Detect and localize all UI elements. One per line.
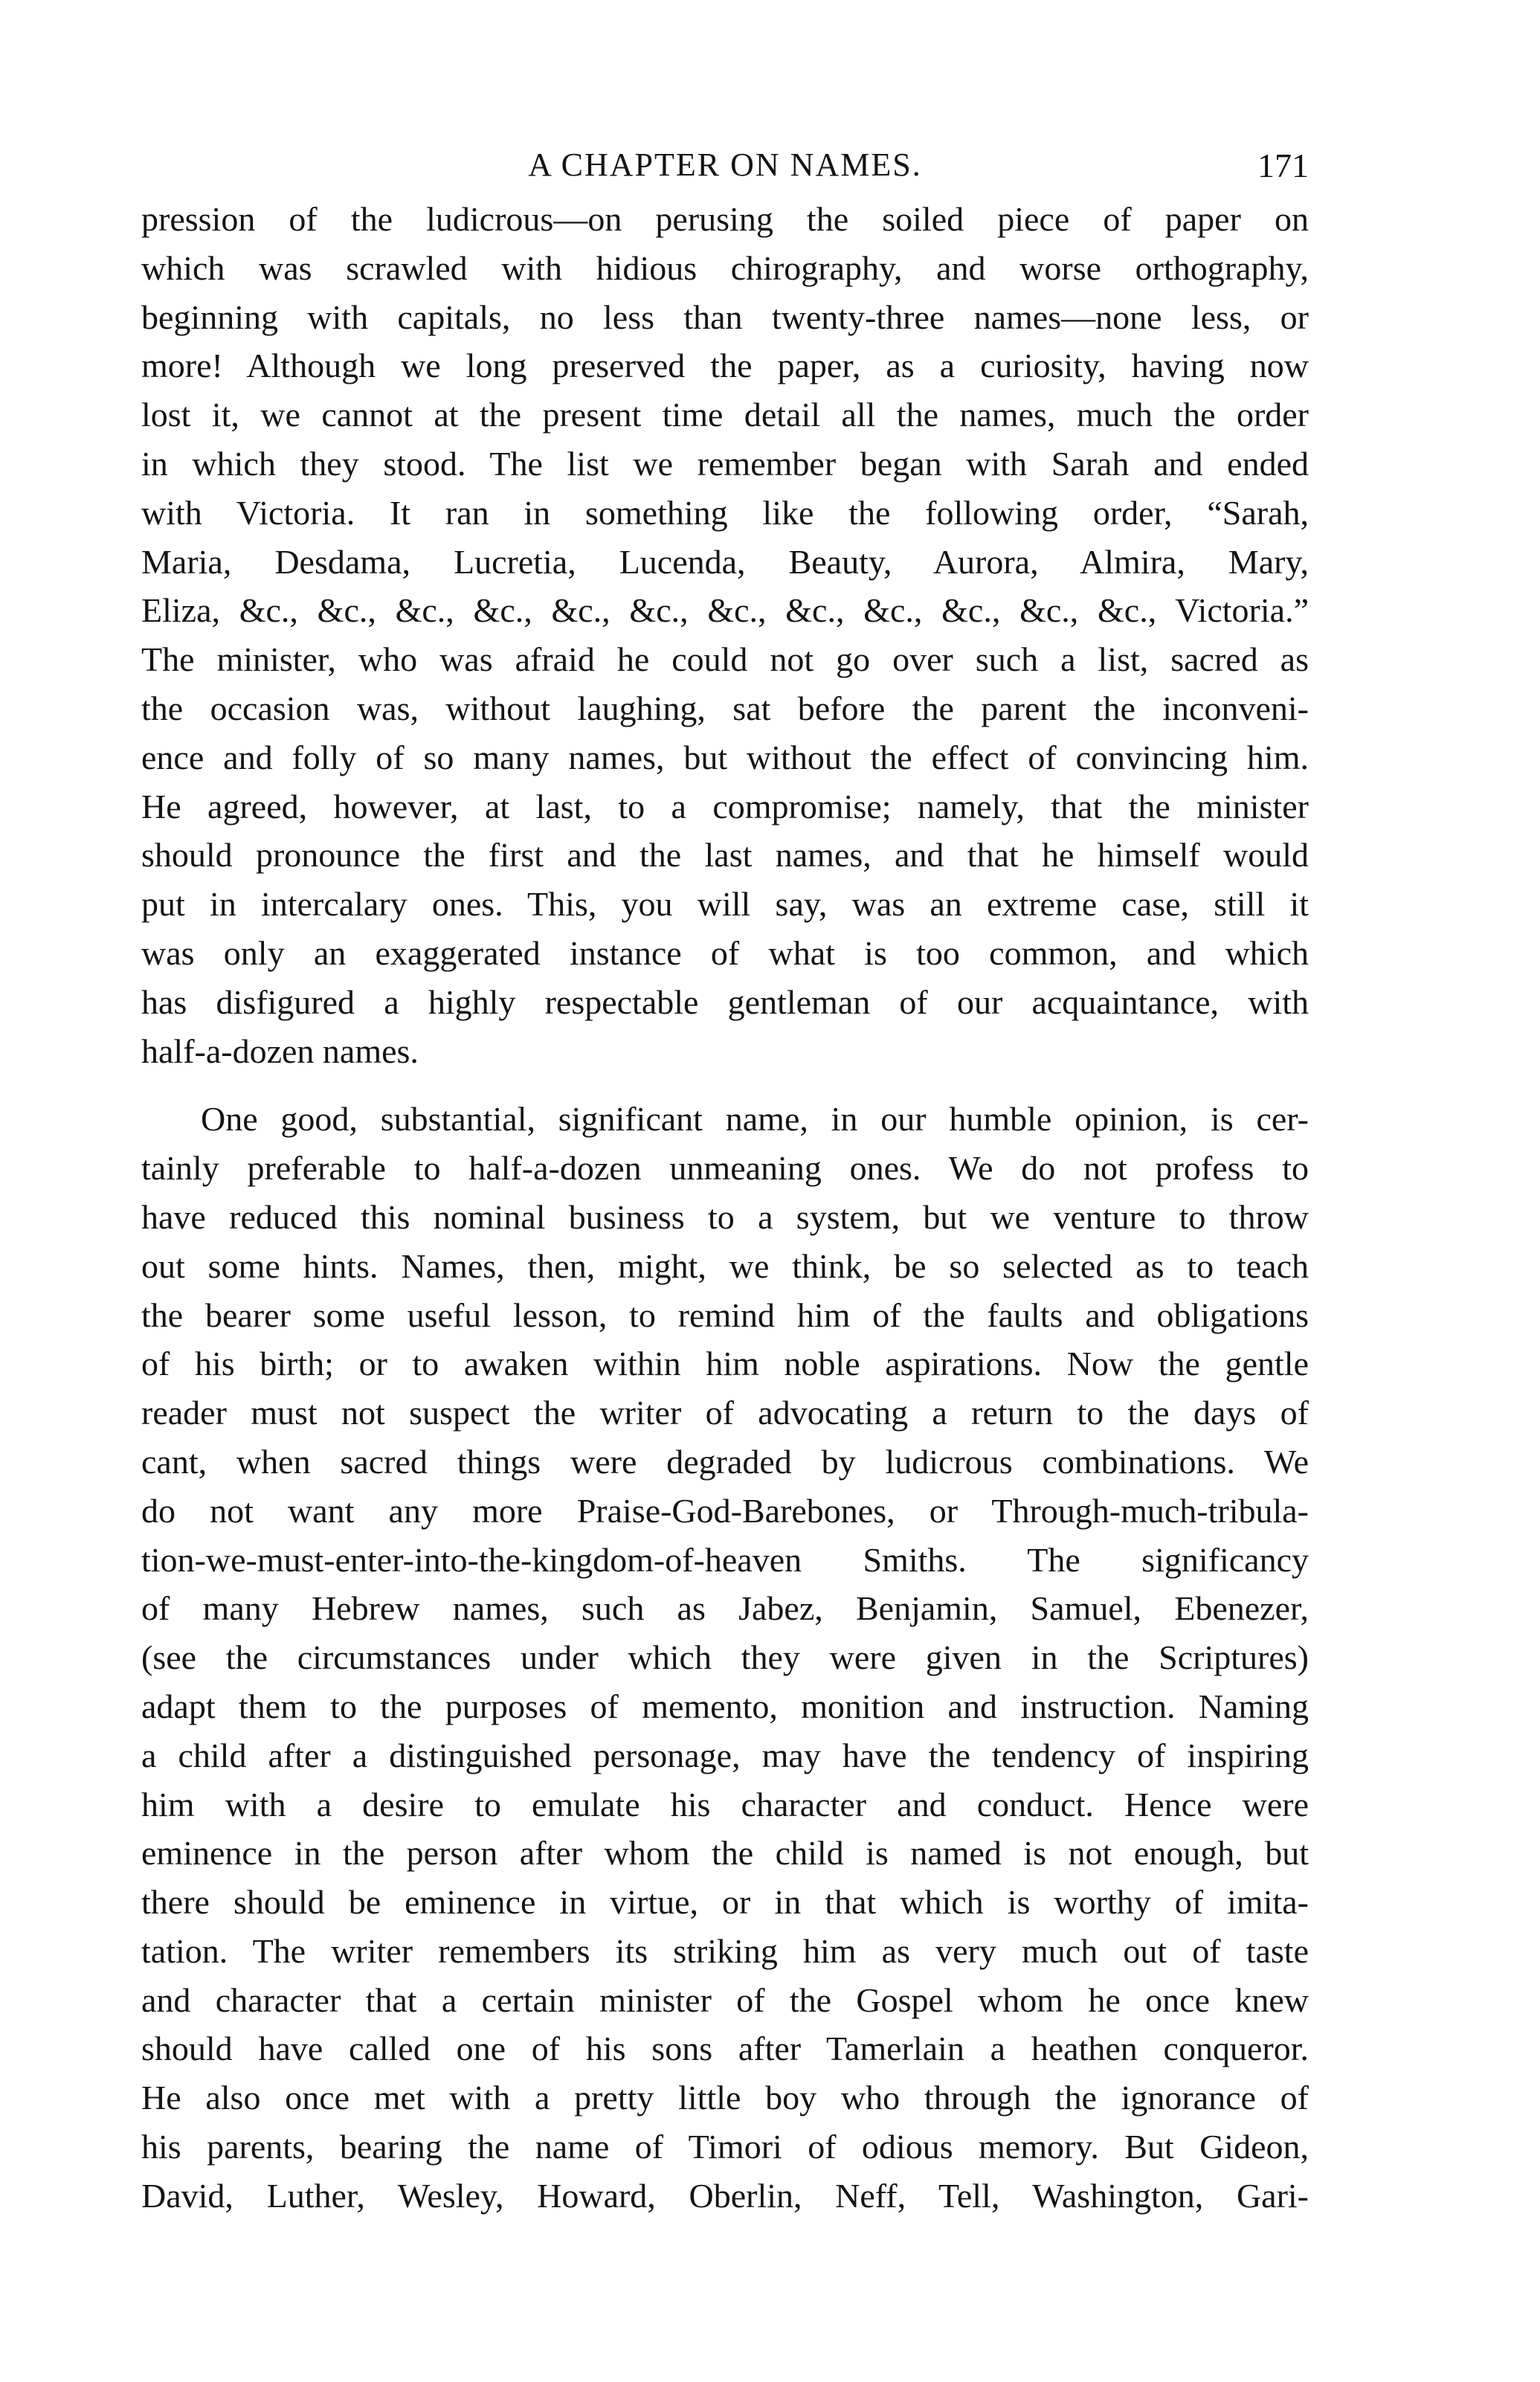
text-line: of his birth; or to awaken within him noble aspirations. Now the gentle	[141, 1345, 1309, 1383]
text-line: there should be eminence in virtue, or in that which is worthy of imita-	[141, 1883, 1309, 1922]
text-line: beginning with capitals, no less than twenty-three names—none less, or	[141, 297, 1309, 336]
text-line: in which they stood. The list we remember began with Sarah and ended	[141, 444, 1309, 483]
text-line: do not want any more Praise-God-Barebones, or Through-much-tribula-	[141, 1491, 1309, 1530]
text-line: David, Luther, Wesley, Howard, Oberlin, Neff, Tell, Washington, Gari-	[141, 2176, 1309, 2215]
text-line: One good, substantial, significant name, in our humble opinion, is cer-	[201, 1100, 1309, 1139]
text-line: of many Hebrew names, such as Jabez, Benjamin, Samuel, Ebenezer,	[141, 1589, 1309, 1628]
paragraph-gap	[141, 1075, 1309, 1095]
text-line: (see the circumstances under which they were given in the Scriptures)	[141, 1638, 1309, 1677]
text-line: the occasion was, without laughing, sat before the parent the inconveni-	[141, 689, 1309, 727]
text-line: a child after a distinguished personage, may have the tendency of inspiring	[141, 1736, 1309, 1774]
text-line: lost it, we cannot at the present time detail all the names, much the order	[141, 396, 1309, 434]
text-line: should have called one of his sons after Tamerlain a heathen conqueror.	[141, 2029, 1309, 2068]
text-line: tainly preferable to half-a-dozen unmeaning ones. We do not profess to	[141, 1149, 1309, 1188]
text-line: more! Although we long preserved the paper, as a curiosity, having now	[141, 347, 1309, 385]
text-line: The minister, who was afraid he could not go over such a list, sacred as	[141, 640, 1309, 679]
text-line: Eliza, &c., &c., &c., &c., &c., &c., &c., &c., &c., &c., &c., &c., Victoria.”	[141, 591, 1309, 630]
text-line: put in intercalary ones. This, you will say, was an extreme case, still it	[141, 885, 1309, 924]
text-line: tation. The writer remembers its striking him as very much out of taste	[141, 1931, 1309, 1970]
text-line: has disfigured a highly respectable gentleman of our acquaintance, with	[141, 982, 1309, 1021]
text-line: half-a-dozen names.	[141, 1031, 419, 1070]
text-line: and character that a certain minister of the Gospel whom he once knew	[141, 1980, 1309, 2019]
text-line: ence and folly of so many names, but without the effect of convincing him.	[141, 738, 1309, 776]
page-number: 171	[1257, 147, 1309, 184]
text-line: He agreed, however, at last, to a compromise; namely, that the minister	[141, 787, 1309, 825]
text-line: which was scrawled with hidious chirography, and worse orthography,	[141, 248, 1309, 287]
text-line: eminence in the person after whom the child is named is not enough, but	[141, 1834, 1309, 1873]
text-line: adapt them to the purposes of memento, monition and instruction. Naming	[141, 1687, 1309, 1725]
text-line: out some hints. Names, then, might, we think, be so selected as to teach	[141, 1246, 1309, 1285]
text-line: cant, when sacred things were degraded by ludicrous combinations. We	[141, 1442, 1309, 1481]
text-line: him with a desire to emulate his character and conduct. Hence were	[141, 1785, 1309, 1823]
text-line: was only an exaggerated instance of what is too common, and which	[141, 933, 1309, 972]
text-line: have reduced this nominal business to a system, but we venture to throw	[141, 1197, 1309, 1236]
text-line: the bearer some useful lesson, to remind him of the faults and obligations	[141, 1295, 1309, 1334]
text-line: Maria, Desdama, Lucretia, Lucenda, Beauty, Aurora, Almira, Mary,	[141, 542, 1309, 581]
text-line: pression of the ludicrous—on perusing the soiled piece of paper on	[141, 200, 1309, 238]
text-line: with Victoria. It ran in something like the following order, “Sarah,	[141, 493, 1309, 532]
text-line: his parents, bearing the name of Timori of odious memory. But Gideon,	[141, 2128, 1309, 2166]
text-line: tion-we-must-enter-into-the-kingdom-of-heaven Smiths. The significancy	[141, 1540, 1309, 1579]
running-title: A CHAPTER ON NAMES.	[528, 147, 922, 183]
text-line: should pronounce the first and the last names, and that he himself would	[141, 836, 1309, 875]
paragraph-2	[141, 1095, 1309, 2220]
running-head	[141, 146, 1309, 198]
paragraph-1	[141, 195, 1309, 1075]
body-text	[141, 195, 1309, 2221]
text-line: reader must not suspect the writer of advocating a return to the days of	[141, 1394, 1309, 1432]
text-line: He also once met with a pretty little boy who through the ignorance of	[141, 2079, 1309, 2117]
